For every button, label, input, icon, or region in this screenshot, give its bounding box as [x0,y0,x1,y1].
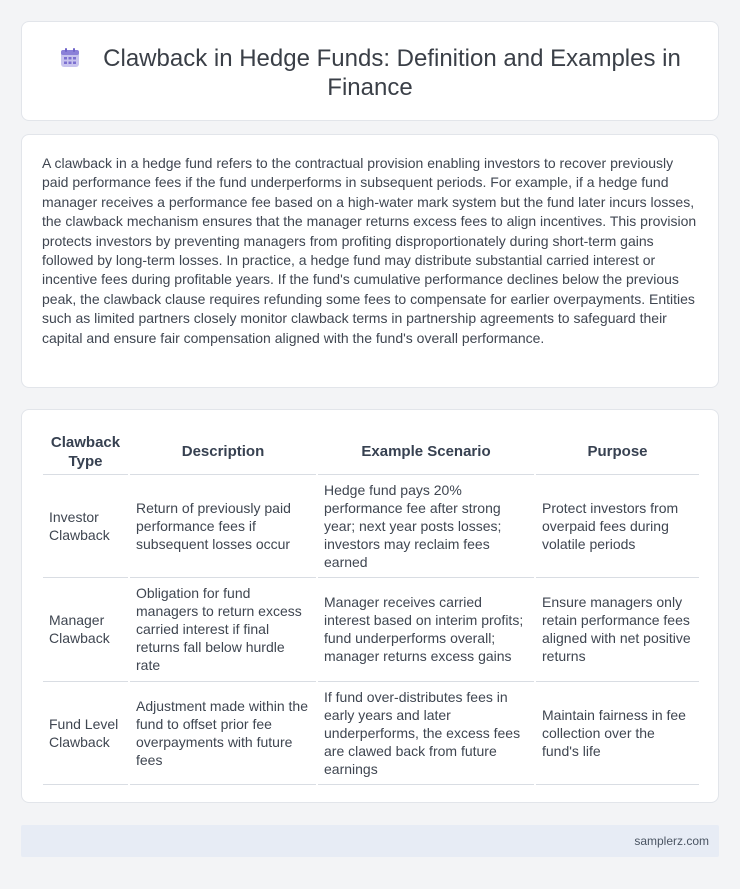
header-description: Description [129,430,317,474]
cell-type: Investor Clawback [43,474,129,577]
cell-description: Return of previously paid performance fees if subsequent losses occur [129,474,317,577]
cell-example: Hedge fund pays 20% performance fee after strong year; next year posts losses; investors may reclaim fees earned [317,474,535,577]
cell-example: Manager receives carried interest based on interim profits; fund underperforms overall; manager returns excess gains [317,577,535,681]
header-purpose: Purpose [535,430,699,474]
cell-description: Obligation for fund managers to return excess carried interest if final returns fall below hurdle rate [129,577,317,681]
cell-type: Fund Level Clawback [43,681,129,784]
calendar-icon [59,47,81,69]
cell-purpose: Protect investors from overpaid fees during volatile periods [535,474,699,577]
clawback-table [43,430,699,785]
footer-bar [21,825,719,857]
table-row [43,474,699,577]
title-card [21,21,719,121]
table-row [43,577,699,681]
cell-purpose: Maintain fairness in fee collection over the fund's life [535,681,699,784]
header-clawback-type: Clawback Type [43,430,129,474]
header-example-scenario: Example Scenario [317,430,535,474]
cell-purpose: Ensure managers only retain performance fees aligned with net positive returns [535,577,699,681]
table-card [21,409,719,803]
intro-paragraph: A clawback in a hedge fund refers to the contractual provision enabling investors to recover previously paid performance fees if the fund underperforms in subsequent periods. For example, if a hedge fund manager receives a performance fee based on a high-water mark system but the fund later incurs losses, the clawback mechanism ensures that the manager returns excess fees to align incentives. This provision protects investors by preventing managers from profiting disproportionately during short-term gains followed by long-term losses. In practice, a hedge fund may distribute substantial carried interest or incentive fees during profitable years. If the fund's cumulative performance declines below the previous peak, the clawback clause requires refunding some fees to compensate for earlier overpayments. Entities such as limited partners closely monitor clawback terms in partnership agreements to safeguard their capital and ensure fair compensation aligned with the fund's overall performance. [42,155,697,346]
footer-site-link[interactable]: samplerz.com [634,834,709,848]
table-header-row [43,430,699,474]
page-title: Clawback in Hedge Funds: Definition and Examples in Finance [103,45,681,101]
cell-example: If fund over-distributes fees in early years and later underperforms, the excess fees are clawed back from future earnings [317,681,535,784]
table-row [43,681,699,784]
cell-description: Adjustment made within the fund to offset prior fee overpayments with future fees [129,681,317,784]
intro-card [21,134,719,388]
cell-type: Manager Clawback [43,577,129,681]
page-title-wrap [52,44,688,102]
